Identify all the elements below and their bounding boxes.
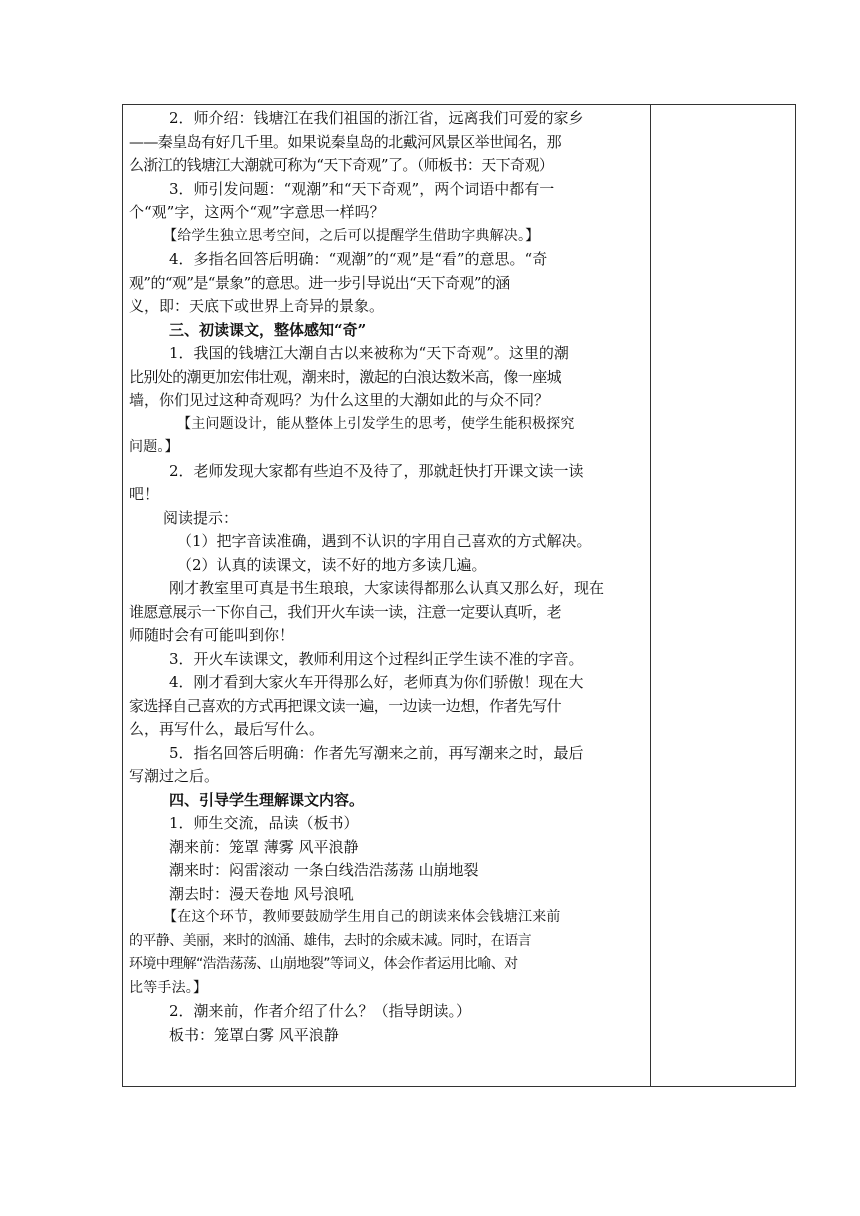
text-line: 个“观”字，这两个“观”字意思一样吗？ (129, 203, 385, 221)
text-line: 潮去时：漫天卷地 风号浪吼 (169, 884, 354, 903)
text-line: 比等手法。】 (129, 979, 208, 996)
text-line: 2．老师发现大家都有些迫不及待了，那就赶快打开课文读一读 (169, 461, 584, 480)
text-line: 4．刚才看到大家火车开得那么好，老师真为你们骄傲！现在大 (169, 673, 584, 691)
text-line: 【在这个环节，教师要鼓励学生用自己的朗读来体会钱塘江来前 (163, 909, 561, 925)
text-line: 1．我国的钱塘江大潮自古以来被称为“天下奇观”。这里的潮 (169, 344, 569, 362)
text-line: 潮来前：笼罩 薄雾 风平浪静 (169, 837, 359, 856)
text-line: 比别处的潮更加宏伟壮观，潮来时，激起的白浪达数米高，像一座城 (129, 367, 562, 386)
text-line: 义，即：天底下或世界上奇异的景象。 (129, 297, 385, 315)
text-line: 4．多指名回答后明确：“观潮”的“观”是“看”的意思。“奇 (169, 250, 548, 268)
text-line: 观”的“观”是“景象”的意思。进一步引导说出“天下奇观”的涵 (129, 273, 510, 292)
text-line: 家选择自己喜欢的方式再把课文读一遍，一边读一边想，作者先写什 (129, 696, 562, 715)
notes-cell (651, 105, 795, 1086)
lesson-table (122, 104, 796, 1087)
text-line: 刚才教室里可真是书生琅琅，大家读得都那么认真又那么好，现在 (169, 579, 605, 597)
text-line: （2）认真的读课文，读不好的地方多读几遍。 (177, 555, 487, 574)
text-line: 2．潮来前，作者介绍了什么？（指导朗读。） (169, 1002, 472, 1020)
text-line: 潮来时：闷雷滚动 一条白线浩浩荡荡 山崩地裂 (169, 861, 479, 879)
text-line: （1）把字音读准确，遇到不认识的字用自己喜欢的方式解决。 (177, 532, 592, 550)
text-line: 环境中理解“浩浩荡荡、山崩地裂”等词义，体会作者运用比喻、对 (129, 956, 518, 972)
text-line: 【给学生独立思考空间，之后可以提醒学生借助字典解决。】 (163, 227, 540, 244)
text-line: 写潮过之后。 (129, 767, 220, 785)
text-line: 三、初读课文，整体感知“奇” (169, 320, 367, 339)
text-line: 3．师引发问题：“观潮”和“天下奇观”，两个词语中都有一 (169, 179, 555, 198)
text-line: 师随时会有可能叫到你！ (129, 626, 295, 644)
text-line: 么，再写什么，最后写什么。 (129, 720, 325, 738)
text-line: 阅读提示： (163, 508, 239, 527)
text-line: ——秦皇岛有好几千里。如果说秦皇岛的北戴河风景区举世闻名，那 (129, 132, 562, 151)
text-line: 的平静、美丽，来时的汹涌、雄伟，去时的余威未减。同时，在语言 (129, 932, 531, 949)
text-line: 吧！ (129, 485, 160, 503)
text-line: 么浙江的钱塘江大潮就可称为“天下奇观”了。（师板书：天下奇观） (129, 156, 554, 174)
text-line: 3．开火车读课文，教师利用这个过程纠正学生读不准的字音。 (169, 649, 584, 668)
lesson-content-cell (129, 107, 647, 1047)
text-line: 谁愿意展示一下你自己，我们开火车读一读，注意一定要认真听，老 (129, 602, 562, 621)
text-line: 问题。】 (129, 439, 179, 455)
text-line: 四、引导学生理解课文内容。 (169, 790, 365, 809)
text-line: 板书：笼罩白雾 风平浪静 (169, 1025, 339, 1044)
text-line: 【主问题设计，能从整体上引发学生的思考，使学生能积极探究 (177, 415, 575, 432)
text-line: 墙，你们见过这种奇观吗？为什么这里的大潮如此的与众不同？ (129, 391, 550, 409)
text-line: 2．师介绍：钱塘江在我们祖国的浙江省，远离我们可爱的家乡 (169, 109, 584, 127)
text-line: 1．师生交流，品读（板书） (169, 814, 359, 832)
text-line: 5．指名回答后明确：作者先写潮来之前，再写潮来之时，最后 (169, 743, 584, 762)
